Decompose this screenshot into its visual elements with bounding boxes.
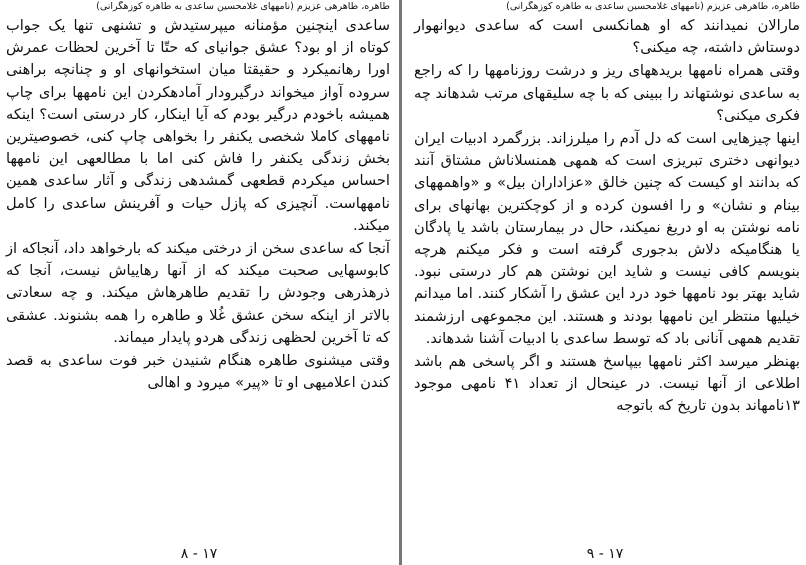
paragraph: مارالان نمیدانند که او همانکسی است که ساعدی دیوانهوار دوستاش داشته، چه میکنی؟ (414, 17, 800, 57)
right-page (404, 0, 806, 565)
page-number: ۱۷ - ۹ (586, 546, 624, 562)
page-number: ۱۷ - ۸ (180, 546, 218, 562)
paragraph: اینها چیزهایی است که دل آدم را میلرزاند. بزرگمرد ادبیات ایران دیوانهی دختری تبریزی است که همهی همنسلاناش مشتاق آنند که بدانند او کیست که چنین خالق «عزاداران بیل» و «واهمههای بینام و نشان» و را افسون کرده و از کوچکترین بهانهای برای نامه نوشتن به او دریغ نمیکند، حال در بیمارستان باشد یا پادگان یا هنگامیکه دلاش بدجوری گرفته است و فکر میکنم هرچه بنویسم کافی نیست و شاید این نوشتن هم کار درستی نبود. شاید بهتر بود نامهها خود درد این عشق را آشکار کنند. اما میدانم خیلیها منتظر این نامهها بودند و هستند. این مجموعهی ارزشمند تقدیم همهی آنانی باد که توسط ساعدی با ادبیات آشنا شدهاند. (414, 130, 800, 347)
paragraph: وقتی همراه نامهها بریدههای ریز و درشت روزنامهها را که راجع به ساعدی نوشتهاند را ببینی که با چه سلیقهای مرتب شدهاند چه فکری میکنی؟ (414, 62, 800, 124)
paragraph: وقتی میشنوی طاهره هنگام شنیدن خبر فوت ساعدی به قصد کندن اعلامیهی او تا «پیر» میرود و اهالی (6, 352, 390, 392)
page-divider (399, 0, 402, 565)
paragraph: ساعدی اینچنین مؤمنانه میپرستیدش و تشنهی تنها یک جواب کوتاه از او بود؟ عشق جوانیای که حتّا تا آخرین لحظات عمرش اورا رهانمیکرد و حقیقتا میان استخوانهای او و چنانچه براهنی سروده آواز میخواند درگیرودار آمادهکردن این نامهها برای چاپ همیشه باخودم درگیر بودم که آیا اینکار، کار درستی است؟ اینکه نامههای کاملا شخصی یکنفر را بخواهی چاپ کنی، خصوصیترین بخش زندگی یکنفر را فاش کنی اما با مطالعهی این نامهها احساس میکردم قطعهی گمشدهی زندگی و آثار ساعدی همین نامههاست. آنچیزی که پازل حیات و آفرینش ساعدی را کامل میکند. (6, 17, 390, 234)
paragraph: بهنظر میرسد اکثر نامهها بیپاسخ هستند و اگر پاسخی هم باشد اطلاعی از آنها نیست. در عینحال از تعداد ۴۱ نامهی موجود ۱۳نامهاند بدون تاریخ که باتوجه (414, 353, 800, 415)
running-header: طاهره، طاهرهی عزیزم (نامههای غلامحسین ساعدی به طاهره کوزهگرانی) (506, 1, 800, 12)
page-body (6, 15, 390, 394)
running-header: طاهره، طاهرهی عزیزم (نامههای غلامحسین ساعدی به طاهره کوزهگرانی) (96, 1, 390, 12)
page-body (414, 15, 800, 418)
paragraph: آنجا که ساعدی سخن از درختی میکند که بارخواهد داد، آنجاکه از کابوسهایی صحبت میکند که از آنها رهاییاش نیست، آنجا که ذرهذرهی وجودش را تقدیم طاهرهاش میکند. و چه سعادتی بالاتر از اینکه سخن عشق غُلا و طاهره را همه بشنوند. عشقی که تا آخرین لحظهی زندگی هردو پایدار میماند. (6, 240, 390, 346)
left-page (0, 0, 398, 565)
